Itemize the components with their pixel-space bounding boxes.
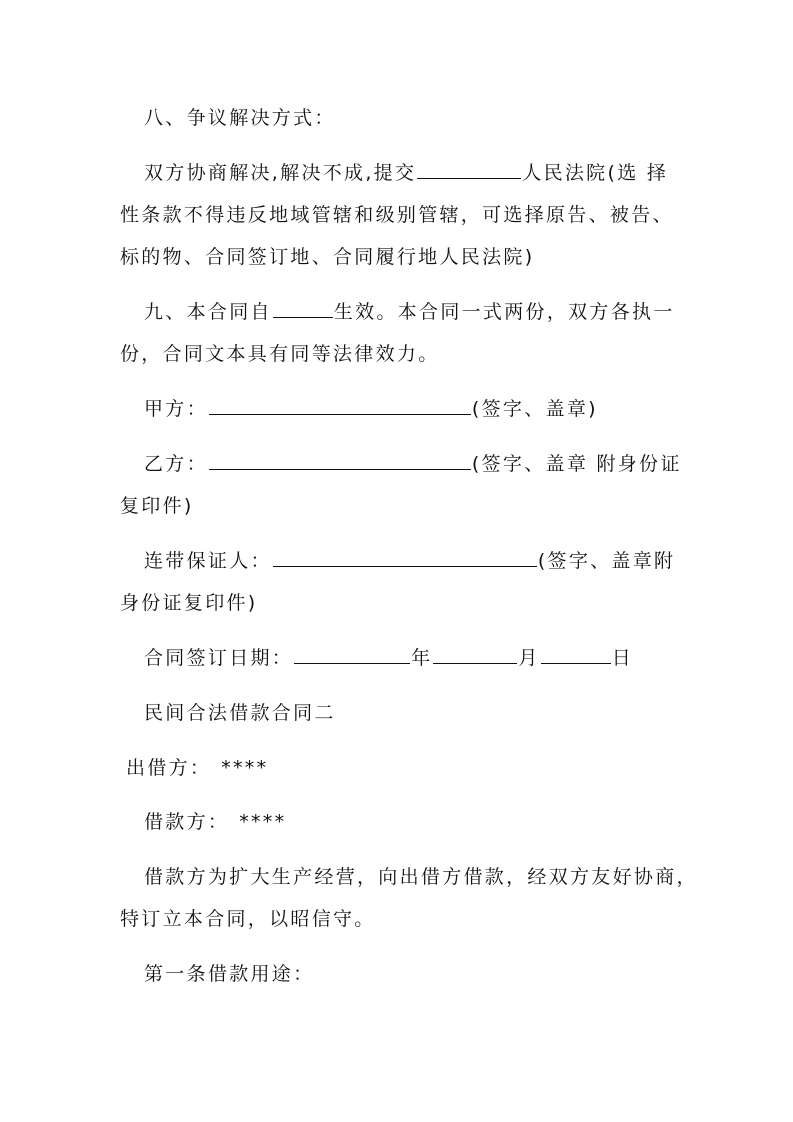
day-blank: [541, 644, 611, 664]
section-8-heading: 八、争议解决方式：: [144, 107, 336, 129]
lender-label: 出借方：: [126, 757, 212, 779]
party-b-line-2: 复印件): [120, 495, 194, 517]
borrower-label: 借款方：: [144, 811, 230, 833]
party-b-signature-line: [144, 450, 704, 478]
month-label: 月: [518, 647, 540, 669]
contract-date-line: [144, 644, 704, 672]
party-b-label: 乙方：: [144, 453, 208, 475]
guarantor-label: 连带保证人：: [144, 550, 272, 572]
year-label: 年: [411, 647, 433, 669]
guarantor-line-2: 身份证复印件): [120, 592, 258, 614]
intro-line-1: 借款方为扩大生产经营，向出借方借款，经双方友好协商，: [144, 866, 698, 888]
party-b-signature-blank: [209, 450, 471, 470]
party-b-suffix: (签字、盖章 附身份证: [471, 453, 682, 475]
section-8-line-2: 性条款不得违反地域管辖和级别管辖，可选择原告、被告、: [120, 204, 674, 226]
intro-line-2: 特订立本合同，以昭信守。: [120, 908, 376, 930]
lender-line: [126, 754, 686, 782]
month-blank: [433, 644, 517, 664]
day-label: 日: [611, 647, 634, 669]
guarantor-suffix: (签字、盖章附: [537, 550, 676, 572]
contract-2-title: 民间合法借款合同二: [144, 702, 336, 724]
court-name-blank: [417, 159, 521, 179]
date-label: 合同签订日期：: [144, 647, 294, 669]
section-9-text-after-blank: 生效。本合同一式两份，双方各执一: [333, 301, 675, 323]
party-a-label: 甲方：: [144, 398, 208, 420]
article-1-heading: 第一条借款用途：: [144, 963, 315, 985]
guarantor-signature-blank: [273, 547, 537, 567]
section-9-line-2: 份，合同文本具有同等法律效力。: [120, 343, 440, 365]
section-8-line-3: 标的物、合同签订地、合同履行地人民法院): [120, 246, 535, 268]
section-9-line-1: [144, 298, 704, 326]
borrower-value: ****: [239, 811, 287, 833]
party-a-signature-blank: [209, 395, 471, 415]
party-a-signature-line: [144, 395, 704, 423]
section-9-text-before-blank: 九、本合同自: [144, 301, 272, 323]
borrower-line: [144, 808, 704, 836]
section-8-text-after-blank: 人民法院(选 择: [522, 162, 669, 184]
party-a-suffix: (签字、盖章): [471, 398, 598, 420]
effective-date-blank: [273, 298, 333, 318]
year-blank: [294, 644, 410, 664]
section-8-line-1: [144, 159, 704, 187]
lender-value: ****: [221, 757, 269, 779]
guarantor-signature-line: [144, 547, 704, 575]
section-8-text-before-blank: 双方协商解决,解决不成,提交: [144, 162, 417, 184]
